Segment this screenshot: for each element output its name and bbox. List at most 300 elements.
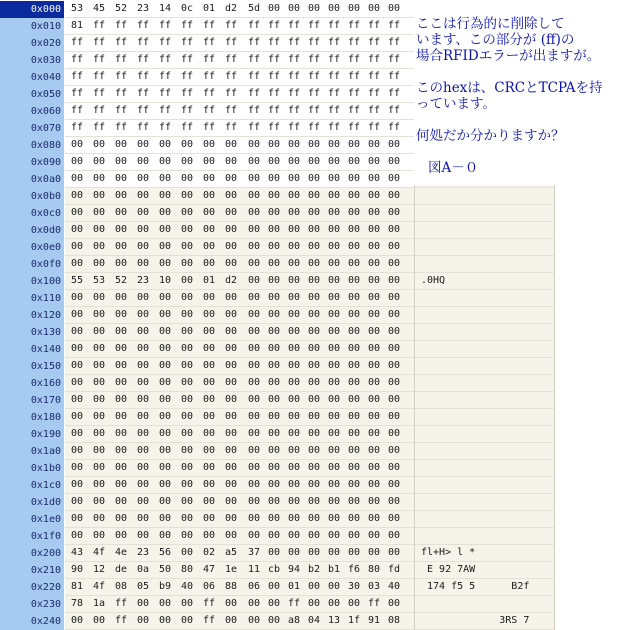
hex-byte[interactable]: ff xyxy=(203,54,216,65)
hex-byte[interactable]: 94 xyxy=(288,564,301,575)
row-address[interactable]: 0x1e0 xyxy=(0,511,64,528)
hex-byte[interactable]: 00 xyxy=(115,479,128,490)
hex-byte[interactable]: 00 xyxy=(137,173,150,184)
hex-byte[interactable]: ff xyxy=(93,105,106,116)
hex-byte[interactable]: 00 xyxy=(115,173,128,184)
hex-row[interactable] xyxy=(0,324,644,341)
hex-byte[interactable]: ff xyxy=(348,20,361,31)
hex-byte[interactable]: 00 xyxy=(328,309,341,320)
hex-byte[interactable]: 00 xyxy=(308,377,321,388)
hex-byte[interactable]: 00 xyxy=(159,496,172,507)
hex-byte[interactable]: 00 xyxy=(248,190,261,201)
hex-byte[interactable]: 00 xyxy=(348,258,361,269)
hex-byte[interactable]: 00 xyxy=(268,224,281,235)
hex-byte[interactable]: 00 xyxy=(71,615,84,626)
hex-byte[interactable]: 00 xyxy=(248,377,261,388)
hex-byte[interactable]: 00 xyxy=(248,139,261,150)
hex-byte[interactable]: ff xyxy=(225,122,238,133)
hex-byte[interactable]: 00 xyxy=(388,496,401,507)
hex-bytes[interactable] xyxy=(65,324,414,341)
hex-byte[interactable]: 00 xyxy=(268,513,281,524)
hex-byte[interactable]: ff xyxy=(368,20,381,31)
hex-byte[interactable]: ff xyxy=(328,105,341,116)
hex-byte[interactable]: 02 xyxy=(203,547,216,558)
hex-byte[interactable]: 00 xyxy=(181,547,194,558)
hex-bytes[interactable] xyxy=(65,290,414,307)
hex-byte[interactable]: 00 xyxy=(115,326,128,337)
hex-byte[interactable]: ff xyxy=(115,598,128,609)
hex-byte[interactable]: ff xyxy=(288,20,301,31)
hex-byte[interactable]: 00 xyxy=(328,292,341,303)
hex-byte[interactable]: 00 xyxy=(181,496,194,507)
hex-byte[interactable]: 00 xyxy=(388,275,401,286)
hex-byte[interactable]: 00 xyxy=(225,513,238,524)
hex-byte[interactable]: 00 xyxy=(115,139,128,150)
hex-byte[interactable]: ff xyxy=(159,20,172,31)
hex-byte[interactable]: 00 xyxy=(137,411,150,422)
hex-byte[interactable]: 78 xyxy=(71,598,84,609)
hex-byte[interactable]: 00 xyxy=(268,258,281,269)
hex-byte[interactable]: 00 xyxy=(248,445,261,456)
hex-byte[interactable]: 00 xyxy=(93,615,106,626)
hex-byte[interactable]: 00 xyxy=(115,360,128,371)
hex-byte[interactable]: 00 xyxy=(248,394,261,405)
hex-byte[interactable]: 00 xyxy=(388,360,401,371)
hex-byte[interactable]: 00 xyxy=(368,173,381,184)
hex-byte[interactable]: 00 xyxy=(225,292,238,303)
hex-byte[interactable]: 00 xyxy=(328,207,341,218)
hex-byte[interactable]: 00 xyxy=(93,309,106,320)
hex-byte[interactable]: ff xyxy=(137,54,150,65)
hex-byte[interactable]: 04 xyxy=(308,615,321,626)
hex-byte[interactable]: 00 xyxy=(137,156,150,167)
hex-byte[interactable]: ff xyxy=(248,37,261,48)
hex-byte[interactable]: 00 xyxy=(159,156,172,167)
hex-bytes[interactable] xyxy=(65,222,414,239)
hex-byte[interactable]: 5d xyxy=(248,3,261,14)
hex-byte[interactable]: 0c xyxy=(181,3,194,14)
hex-byte[interactable]: 08 xyxy=(388,615,401,626)
ascii-preview[interactable] xyxy=(414,307,555,324)
hex-byte[interactable]: 00 xyxy=(115,190,128,201)
hex-byte[interactable]: 00 xyxy=(288,156,301,167)
hex-byte[interactable]: 00 xyxy=(93,173,106,184)
hex-byte[interactable]: 00 xyxy=(348,411,361,422)
ascii-preview[interactable] xyxy=(414,222,555,239)
hex-bytes[interactable] xyxy=(65,120,414,137)
hex-byte[interactable]: ff xyxy=(71,105,84,116)
hex-byte[interactable]: 00 xyxy=(248,241,261,252)
hex-byte[interactable]: 00 xyxy=(368,207,381,218)
hex-byte[interactable]: ff xyxy=(159,122,172,133)
hex-byte[interactable]: 00 xyxy=(328,224,341,235)
hex-byte[interactable]: 06 xyxy=(248,581,261,592)
hex-byte[interactable]: 00 xyxy=(348,377,361,388)
hex-byte[interactable]: 00 xyxy=(368,547,381,558)
hex-byte[interactable]: ff xyxy=(248,71,261,82)
hex-byte[interactable]: 00 xyxy=(137,462,150,473)
hex-byte[interactable]: 00 xyxy=(368,3,381,14)
hex-byte[interactable]: ff xyxy=(288,88,301,99)
row-address[interactable]: 0x010 xyxy=(0,18,64,35)
hex-byte[interactable]: ff xyxy=(388,20,401,31)
hex-byte[interactable]: ff xyxy=(368,54,381,65)
hex-byte[interactable]: ff xyxy=(203,598,216,609)
hex-byte[interactable]: ff xyxy=(93,20,106,31)
hex-byte[interactable]: 53 xyxy=(93,275,106,286)
row-address[interactable]: 0x100 xyxy=(0,273,64,290)
hex-byte[interactable]: 00 xyxy=(348,275,361,286)
hex-byte[interactable]: ff xyxy=(308,105,321,116)
hex-byte[interactable]: 00 xyxy=(71,190,84,201)
hex-byte[interactable]: 00 xyxy=(137,224,150,235)
hex-byte[interactable]: 00 xyxy=(308,445,321,456)
hex-byte[interactable]: 06 xyxy=(203,581,216,592)
hex-byte[interactable]: 00 xyxy=(225,343,238,354)
hex-byte[interactable]: 00 xyxy=(181,394,194,405)
hex-byte[interactable]: 00 xyxy=(115,496,128,507)
hex-byte[interactable]: 00 xyxy=(203,411,216,422)
hex-byte[interactable]: 00 xyxy=(225,224,238,235)
hex-byte[interactable]: 00 xyxy=(328,462,341,473)
hex-row[interactable] xyxy=(0,273,644,290)
hex-byte[interactable]: 00 xyxy=(268,156,281,167)
ascii-preview[interactable] xyxy=(414,460,555,477)
hex-byte[interactable]: ff xyxy=(288,105,301,116)
hex-byte[interactable]: 00 xyxy=(248,326,261,337)
hex-byte[interactable]: 00 xyxy=(328,173,341,184)
hex-byte[interactable]: 00 xyxy=(328,513,341,524)
hex-byte[interactable]: 00 xyxy=(71,326,84,337)
hex-byte[interactable]: 00 xyxy=(348,241,361,252)
hex-byte[interactable]: ff xyxy=(328,20,341,31)
hex-byte[interactable]: 00 xyxy=(137,292,150,303)
row-address[interactable]: 0x030 xyxy=(0,52,64,69)
hex-byte[interactable]: ff xyxy=(225,88,238,99)
hex-byte[interactable]: ff xyxy=(181,37,194,48)
row-address[interactable]: 0x000 xyxy=(0,1,64,18)
hex-bytes[interactable] xyxy=(65,18,414,35)
hex-byte[interactable]: 00 xyxy=(203,207,216,218)
hex-byte[interactable]: 00 xyxy=(225,309,238,320)
hex-byte[interactable]: 00 xyxy=(368,139,381,150)
hex-byte[interactable]: 00 xyxy=(288,224,301,235)
hex-byte[interactable]: 23 xyxy=(137,547,150,558)
hex-byte[interactable]: 00 xyxy=(203,292,216,303)
hex-byte[interactable]: 08 xyxy=(115,581,128,592)
hex-byte[interactable]: 00 xyxy=(203,530,216,541)
ascii-preview[interactable] xyxy=(414,443,555,460)
hex-byte[interactable]: 00 xyxy=(71,462,84,473)
hex-bytes[interactable] xyxy=(65,613,414,630)
hex-byte[interactable]: 00 xyxy=(328,394,341,405)
hex-byte[interactable]: 00 xyxy=(225,411,238,422)
hex-byte[interactable]: 81 xyxy=(71,20,84,31)
hex-row[interactable] xyxy=(0,375,644,392)
hex-byte[interactable]: 00 xyxy=(71,479,84,490)
hex-byte[interactable]: 00 xyxy=(388,530,401,541)
hex-byte[interactable]: ff xyxy=(368,105,381,116)
hex-byte[interactable]: ff xyxy=(268,88,281,99)
hex-byte[interactable]: b2 xyxy=(308,564,321,575)
hex-bytes[interactable] xyxy=(65,477,414,494)
hex-byte[interactable]: ff xyxy=(93,88,106,99)
hex-byte[interactable]: 00 xyxy=(115,428,128,439)
hex-byte[interactable]: 00 xyxy=(248,530,261,541)
hex-byte[interactable]: 00 xyxy=(225,394,238,405)
hex-byte[interactable]: 00 xyxy=(268,530,281,541)
hex-byte[interactable]: 52 xyxy=(115,275,128,286)
hex-byte[interactable]: 00 xyxy=(159,343,172,354)
hex-row[interactable] xyxy=(0,239,644,256)
hex-byte[interactable]: 00 xyxy=(288,360,301,371)
hex-byte[interactable]: ff xyxy=(115,615,128,626)
hex-byte[interactable]: b9 xyxy=(159,581,172,592)
hex-byte[interactable]: 00 xyxy=(268,309,281,320)
hex-byte[interactable]: 40 xyxy=(181,581,194,592)
hex-byte[interactable]: 00 xyxy=(268,241,281,252)
row-address[interactable]: 0x0a0 xyxy=(0,171,64,188)
hex-byte[interactable]: ff xyxy=(159,105,172,116)
hex-row[interactable] xyxy=(0,392,644,409)
hex-byte[interactable]: 00 xyxy=(71,445,84,456)
hex-byte[interactable]: 00 xyxy=(115,258,128,269)
ascii-preview[interactable] xyxy=(414,477,555,494)
hex-byte[interactable]: 00 xyxy=(71,496,84,507)
hex-byte[interactable]: ff xyxy=(181,54,194,65)
hex-byte[interactable]: ff xyxy=(328,37,341,48)
hex-byte[interactable]: ff xyxy=(203,615,216,626)
hex-bytes[interactable] xyxy=(65,528,414,545)
hex-byte[interactable]: ff xyxy=(268,37,281,48)
hex-byte[interactable]: ff xyxy=(225,71,238,82)
row-address[interactable]: 0x170 xyxy=(0,392,64,409)
hex-byte[interactable]: 00 xyxy=(328,479,341,490)
hex-byte[interactable]: 00 xyxy=(348,598,361,609)
hex-byte[interactable]: 00 xyxy=(159,309,172,320)
hex-byte[interactable]: 00 xyxy=(308,326,321,337)
hex-byte[interactable]: 00 xyxy=(348,530,361,541)
hex-byte[interactable]: 00 xyxy=(159,513,172,524)
hex-byte[interactable]: 55 xyxy=(71,275,84,286)
hex-byte[interactable]: 00 xyxy=(71,139,84,150)
hex-byte[interactable]: 00 xyxy=(368,190,381,201)
hex-byte[interactable]: 00 xyxy=(268,3,281,14)
row-address[interactable]: 0x0d0 xyxy=(0,222,64,239)
hex-byte[interactable]: 00 xyxy=(268,292,281,303)
hex-byte[interactable]: 00 xyxy=(225,258,238,269)
hex-byte[interactable]: 00 xyxy=(159,190,172,201)
hex-byte[interactable]: 00 xyxy=(348,513,361,524)
hex-byte[interactable]: 81 xyxy=(71,581,84,592)
hex-byte[interactable]: 00 xyxy=(328,377,341,388)
row-address[interactable]: 0x1d0 xyxy=(0,494,64,511)
hex-byte[interactable]: ff xyxy=(225,20,238,31)
hex-byte[interactable]: 00 xyxy=(348,428,361,439)
hex-byte[interactable]: 00 xyxy=(388,598,401,609)
hex-byte[interactable]: 00 xyxy=(93,394,106,405)
hex-byte[interactable]: ff xyxy=(203,37,216,48)
hex-byte[interactable]: 00 xyxy=(268,462,281,473)
hex-byte[interactable]: 00 xyxy=(225,241,238,252)
hex-byte[interactable]: 00 xyxy=(308,598,321,609)
hex-byte[interactable]: 00 xyxy=(225,615,238,626)
hex-byte[interactable]: 00 xyxy=(328,258,341,269)
hex-byte[interactable]: 00 xyxy=(388,156,401,167)
hex-byte[interactable]: 00 xyxy=(181,462,194,473)
hex-row[interactable] xyxy=(0,188,644,205)
hex-byte[interactable]: 00 xyxy=(268,411,281,422)
hex-byte[interactable]: 00 xyxy=(159,360,172,371)
hex-byte[interactable]: 00 xyxy=(248,173,261,184)
hex-row[interactable] xyxy=(0,256,644,273)
hex-row[interactable] xyxy=(0,222,644,239)
hex-byte[interactable]: 40 xyxy=(388,581,401,592)
hex-byte[interactable]: 00 xyxy=(368,377,381,388)
hex-byte[interactable]: 00 xyxy=(388,173,401,184)
hex-byte[interactable]: 00 xyxy=(203,496,216,507)
hex-byte[interactable]: 00 xyxy=(225,428,238,439)
hex-byte[interactable]: 00 xyxy=(71,309,84,320)
hex-byte[interactable]: ff xyxy=(308,20,321,31)
ascii-preview[interactable] xyxy=(414,375,555,392)
hex-byte[interactable]: 00 xyxy=(388,224,401,235)
hex-byte[interactable]: ff xyxy=(137,105,150,116)
hex-byte[interactable]: 47 xyxy=(203,564,216,575)
hex-byte[interactable]: ff xyxy=(348,54,361,65)
hex-byte[interactable]: 00 xyxy=(93,343,106,354)
ascii-preview[interactable] xyxy=(414,409,555,426)
hex-byte[interactable]: ff xyxy=(71,88,84,99)
hex-byte[interactable]: ff xyxy=(137,122,150,133)
hex-bytes[interactable] xyxy=(65,358,414,375)
hex-row[interactable] xyxy=(0,562,644,579)
hex-byte[interactable]: 00 xyxy=(71,513,84,524)
row-address[interactable]: 0x060 xyxy=(0,103,64,120)
hex-byte[interactable]: ff xyxy=(248,122,261,133)
hex-byte[interactable]: 00 xyxy=(368,513,381,524)
ascii-preview[interactable] xyxy=(414,511,555,528)
hex-byte[interactable]: 00 xyxy=(137,496,150,507)
hex-byte[interactable]: 00 xyxy=(93,224,106,235)
hex-byte[interactable]: ff xyxy=(248,105,261,116)
hex-byte[interactable]: 00 xyxy=(71,241,84,252)
hex-byte[interactable]: 00 xyxy=(268,615,281,626)
hex-byte[interactable]: 00 xyxy=(137,139,150,150)
hex-byte[interactable]: 00 xyxy=(225,139,238,150)
row-address[interactable]: 0x220 xyxy=(0,579,64,596)
hex-byte[interactable]: 00 xyxy=(308,530,321,541)
hex-byte[interactable]: 00 xyxy=(93,207,106,218)
hex-byte[interactable]: 00 xyxy=(328,360,341,371)
row-address[interactable]: 0x0c0 xyxy=(0,205,64,222)
ascii-preview[interactable]: E 92 7AW xyxy=(414,562,555,579)
hex-byte[interactable]: ff xyxy=(368,88,381,99)
hex-byte[interactable]: 00 xyxy=(181,173,194,184)
hex-byte[interactable]: 00 xyxy=(328,496,341,507)
hex-byte[interactable]: ff xyxy=(388,122,401,133)
row-address[interactable]: 0x050 xyxy=(0,86,64,103)
hex-byte[interactable]: ff xyxy=(115,71,128,82)
hex-byte[interactable]: 00 xyxy=(368,343,381,354)
hex-byte[interactable]: 00 xyxy=(388,377,401,388)
hex-byte[interactable]: 00 xyxy=(308,496,321,507)
hex-row[interactable] xyxy=(0,341,644,358)
hex-byte[interactable]: 00 xyxy=(308,462,321,473)
hex-byte[interactable]: 00 xyxy=(71,411,84,422)
ascii-preview[interactable] xyxy=(414,392,555,409)
hex-byte[interactable]: 4e xyxy=(115,547,128,558)
hex-byte[interactable]: 00 xyxy=(308,292,321,303)
hex-byte[interactable]: 00 xyxy=(159,207,172,218)
hex-byte[interactable]: 00 xyxy=(268,360,281,371)
hex-byte[interactable]: 00 xyxy=(181,411,194,422)
hex-byte[interactable]: 00 xyxy=(308,207,321,218)
hex-bytes[interactable] xyxy=(65,307,414,324)
hex-bytes[interactable] xyxy=(65,273,414,290)
hex-byte[interactable]: 00 xyxy=(328,190,341,201)
hex-byte[interactable]: ff xyxy=(348,122,361,133)
hex-byte[interactable]: 11 xyxy=(248,564,261,575)
hex-byte[interactable]: 00 xyxy=(388,428,401,439)
hex-byte[interactable]: 00 xyxy=(203,241,216,252)
hex-byte[interactable]: 00 xyxy=(268,343,281,354)
hex-byte[interactable]: 00 xyxy=(115,462,128,473)
hex-byte[interactable]: 00 xyxy=(93,139,106,150)
hex-byte[interactable]: ff xyxy=(308,37,321,48)
hex-byte[interactable]: ff xyxy=(115,122,128,133)
hex-byte[interactable]: 00 xyxy=(308,3,321,14)
hex-bytes[interactable] xyxy=(65,154,414,171)
hex-bytes[interactable] xyxy=(65,239,414,256)
hex-byte[interactable]: 80 xyxy=(368,564,381,575)
hex-byte[interactable]: 00 xyxy=(71,156,84,167)
hex-byte[interactable]: ff xyxy=(203,88,216,99)
hex-byte[interactable]: 00 xyxy=(248,428,261,439)
hex-byte[interactable]: 00 xyxy=(71,343,84,354)
hex-byte[interactable]: 00 xyxy=(137,445,150,456)
hex-byte[interactable]: 00 xyxy=(348,547,361,558)
hex-byte[interactable]: 50 xyxy=(159,564,172,575)
hex-byte[interactable]: 00 xyxy=(203,479,216,490)
hex-byte[interactable]: ff xyxy=(288,598,301,609)
hex-byte[interactable]: 00 xyxy=(288,411,301,422)
hex-byte[interactable]: 00 xyxy=(159,326,172,337)
hex-byte[interactable]: 00 xyxy=(368,394,381,405)
hex-bytes[interactable] xyxy=(65,86,414,103)
hex-bytes[interactable] xyxy=(65,35,414,52)
hex-byte[interactable]: de xyxy=(115,564,128,575)
hex-byte[interactable]: 00 xyxy=(248,275,261,286)
hex-byte[interactable]: 00 xyxy=(328,343,341,354)
hex-byte[interactable]: 00 xyxy=(93,530,106,541)
hex-byte[interactable]: 01 xyxy=(203,3,216,14)
hex-byte[interactable]: ff xyxy=(203,20,216,31)
hex-byte[interactable]: ff xyxy=(248,88,261,99)
hex-byte[interactable]: 00 xyxy=(328,530,341,541)
ascii-preview[interactable] xyxy=(414,341,555,358)
hex-byte[interactable]: 00 xyxy=(159,462,172,473)
ascii-preview[interactable] xyxy=(414,358,555,375)
hex-byte[interactable]: 00 xyxy=(288,513,301,524)
hex-byte[interactable]: cb xyxy=(268,564,281,575)
hex-byte[interactable]: 00 xyxy=(348,207,361,218)
hex-byte[interactable]: 00 xyxy=(225,479,238,490)
row-address[interactable]: 0x140 xyxy=(0,341,64,358)
hex-bytes[interactable] xyxy=(65,103,414,120)
hex-byte[interactable]: ff xyxy=(181,20,194,31)
row-address[interactable]: 0x240 xyxy=(0,613,64,630)
